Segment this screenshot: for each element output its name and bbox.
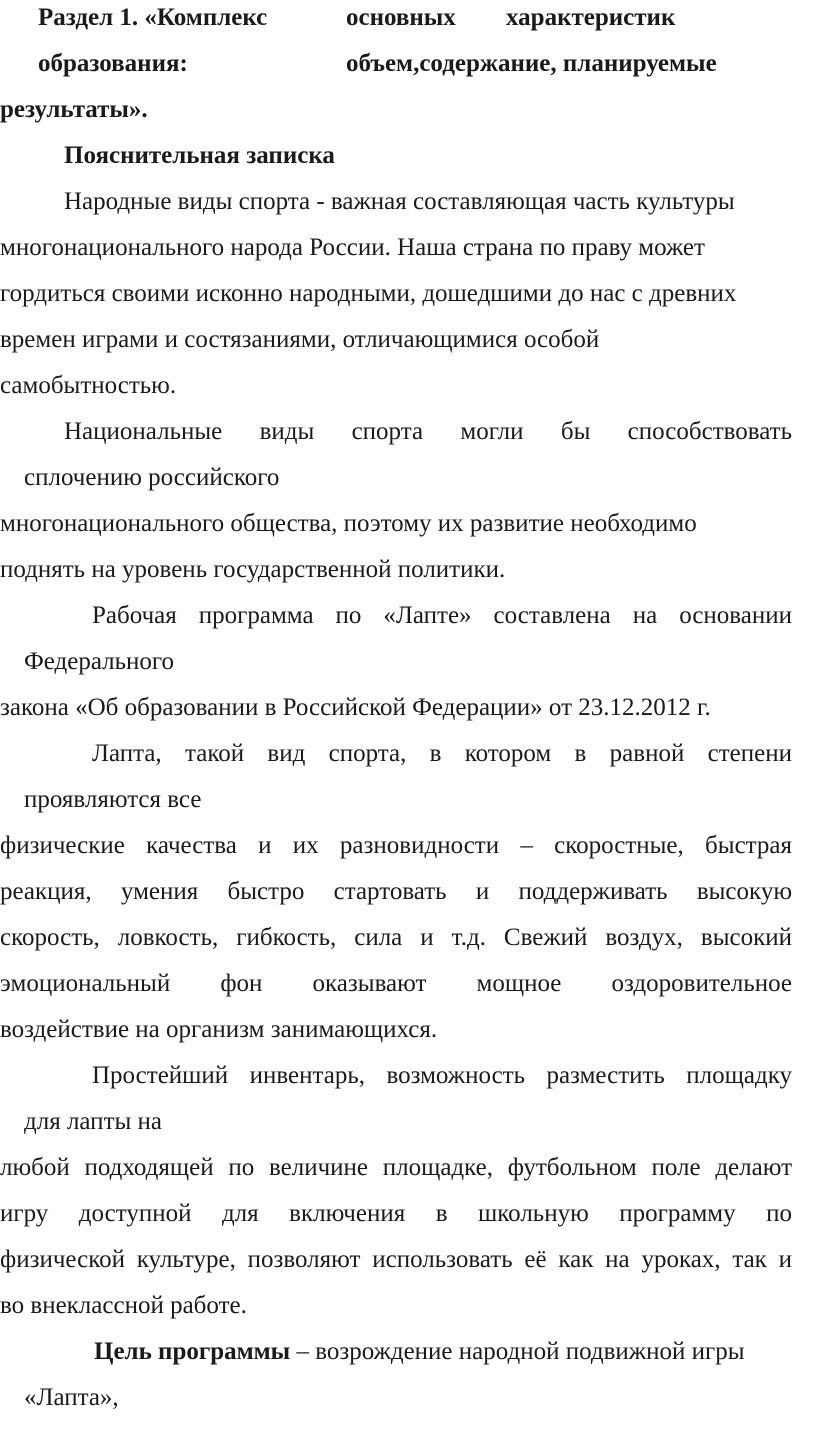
paragraph-2-line: поднять на уровень государственной политики. xyxy=(0,556,506,583)
note-title: Пояснительная записка xyxy=(64,142,335,169)
paragraph-5-line: во внеклассной работе. xyxy=(0,1292,247,1319)
paragraph-1-line: времен играми и состязаниями, отличающимися особой xyxy=(0,326,600,353)
paragraph-1-line: самобытностью. xyxy=(0,372,177,399)
program-goal-line: «Лапта», xyxy=(24,1384,119,1411)
section-heading-part-4: образования: xyxy=(38,50,188,77)
paragraph-2-line: сплочению российского xyxy=(24,464,280,491)
section-heading-part-5: объем,содержание, планируемые xyxy=(346,50,717,77)
paragraph-4-line: физические качества и их разновидности – скоростные, быстрая xyxy=(0,832,792,859)
program-goal-line xyxy=(94,1329,745,1375)
paragraph-2-line: Национальные виды спорта могли бы способствовать xyxy=(64,418,792,445)
paragraph-1-line: Народные виды спорта - важная составляющая часть культуры xyxy=(64,188,735,215)
program-goal-text: – возрождение народной подвижной игры xyxy=(290,1338,745,1365)
paragraph-5-line: игру доступной для включения в школьную программу по xyxy=(0,1200,792,1227)
paragraph-4-line: эмоциональный фон оказывают мощное оздоровительное xyxy=(0,970,792,997)
paragraph-4-line: реакция, умения быстро стартовать и поддерживать высокую xyxy=(0,878,792,905)
paragraph-4-line: скорость, ловкость, гибкость, сила и т.д. Свежий воздух, высокий xyxy=(0,924,792,951)
paragraph-4-line: проявляются все xyxy=(24,786,202,813)
paragraph-3-line: Рабочая программа по «Лапте» составлена на основании xyxy=(92,602,792,629)
paragraph-5-line: Простейший инвентарь, возможность разместить площадку xyxy=(92,1062,792,1089)
section-heading-part-6: результаты». xyxy=(0,96,148,123)
paragraph-5-line: любой подходящей по величине площадке, футбольном поле делают xyxy=(0,1154,792,1181)
paragraph-4-line: воздействие на организм занимающихся. xyxy=(0,1016,438,1043)
paragraph-5-line: физической культуре, позволяют использовать её как на уроках, так и xyxy=(0,1246,792,1273)
paragraph-2-line: многонационального общества, поэтому их развитие необходимо xyxy=(0,510,697,537)
paragraph-4-line: Лапта, такой вид спорта, в котором в равной степени xyxy=(92,740,792,767)
section-heading-part-1: Раздел 1. «Комплекс xyxy=(38,4,268,31)
paragraph-5-line: для лапты на xyxy=(24,1108,163,1135)
paragraph-3-line: Федерального xyxy=(24,648,175,675)
paragraph-1-line: многонационального народа России. Наша страна по праву может xyxy=(0,234,705,261)
paragraph-1-line: гордиться своими исконно народными, дошедшими до нас с древних xyxy=(0,280,737,307)
section-heading-part-3: характеристик xyxy=(506,4,676,31)
program-goal-label: Цель программы xyxy=(94,1338,291,1365)
section-heading-part-2: основных xyxy=(346,4,456,31)
paragraph-3-line: закона «Об образовании в Российской Федерации» от 23.12.2012 г. xyxy=(0,694,711,721)
